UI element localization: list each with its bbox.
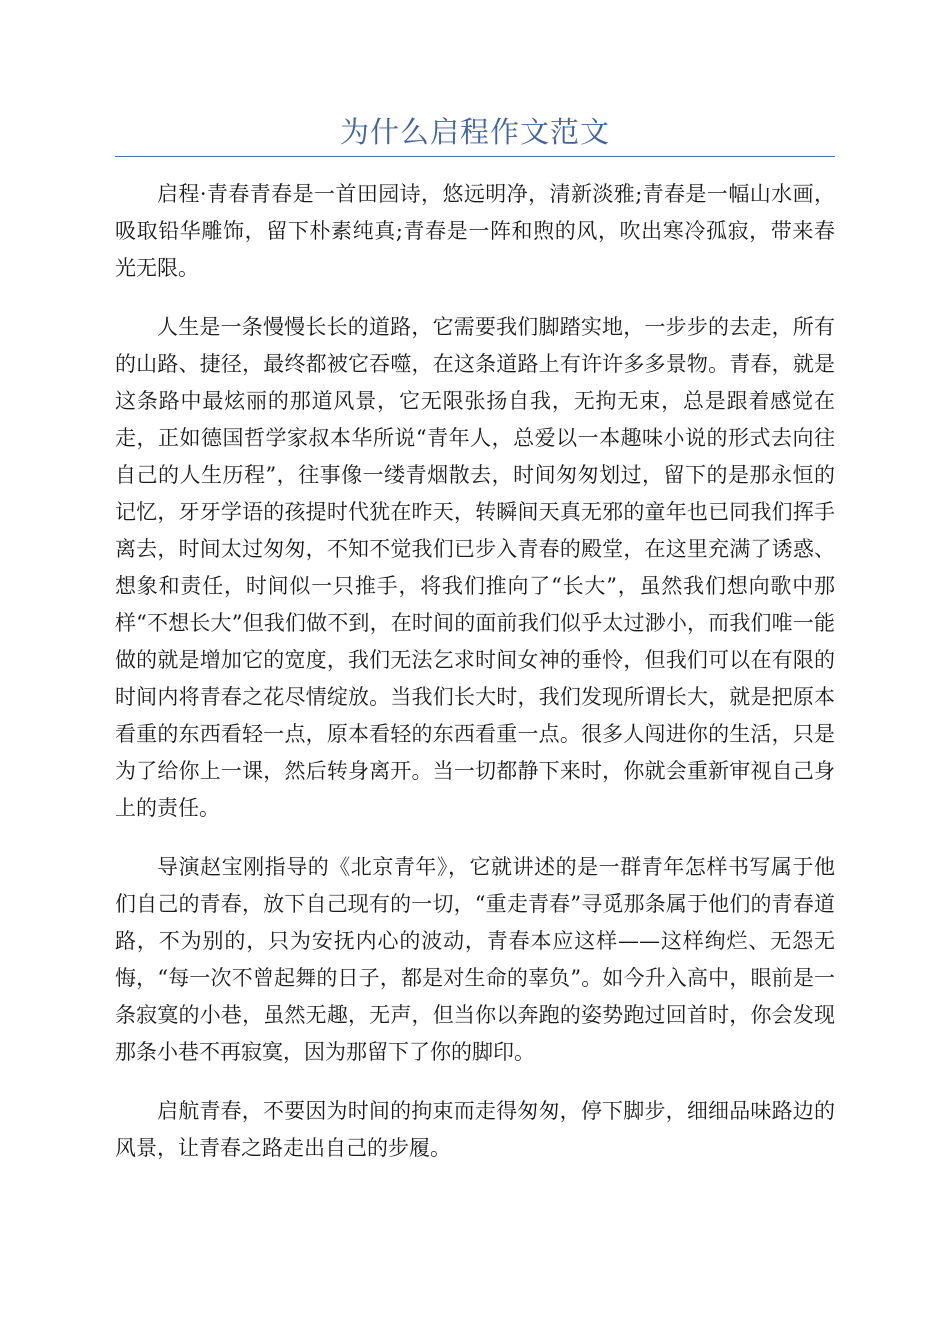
- paragraph-3: 导演赵宝刚指导的《北京青年》，它就讲述的是一群青年怎样书写属于他们自己的青春，放下自己现有的一切，“重走青春”寻觅那条属于他们的青春道路，不为别的，只为安抚内心的波动，青春本应这样——这样绚烂、无怨无悔，“每一次不曾起舞的日子，都是对生命的辜负”。如今升入高中，眼前是一条寂寞的小巷，虽然无趣，无声，但当你以奔跑的姿势跑过回首时，你会发现那条小巷不再寂寞，因为那留下了你的脚印。: [115, 855, 835, 1064]
- title-block: [115, 112, 835, 157]
- paragraph-2: 人生是一条慢慢长长的道路，它需要我们脚踏实地，一步步的去走，所有的山路、捷径，最终都被它吞噬，在这条道路上有许许多多景物。青春，就是这条路中最炫丽的那道风景，它无限张扬自我，无拘无束，总是跟着感觉在走，正如德国哲学家叔本华所说“青年人，总爱以一本趣味小说的形式去向往自己的人生历程”，往事像一缕青烟散去，时间匆匆划过，留下的是那永恒的记忆，牙牙学语的孩提时代犹在昨天，转瞬间天真无邪的童年也已同我们挥手离去，时间太过匆匆，不知不觉我们已步入青春的殿堂，在这里充满了诱惑、想象和责任，时间似一只推手，将我们推向了“长大”，虽然我们想向歌中那样“不想长大”但我们做不到，在时间的面前我们似乎太过渺小，而我们唯一能做的就是增加它的宽度，我们无法乞求时间女神的垂怜，但我们可以在有限的时间内将青春之花尽情绽放。当我们长大时，我们发现所谓长大，就是把原本看重的东西看轻一点，原本看轻的东西看重一点。很多人闯进你的生活，只是为了给你上一课，然后转身离开。当一切都静下来时，你就会重新审视自己身上的责任。: [115, 315, 835, 820]
- paragraph-1: 启程·青春青春是一首田园诗，悠远明净，清新淡雅;青春是一幅山水画，吸取铅华雕饰，留下朴素纯真;青春是一阵和煦的风，吹出寒冷孤寂，带来春光无限。: [115, 182, 835, 280]
- article-body: [115, 176, 835, 1189]
- paragraph-4: 启航青春，不要因为时间的拘束而走得匆匆，停下脚步，细细品味路边的风景，让青春之路走出自己的步履。: [115, 1099, 835, 1160]
- page-title: 为什么启程作文范文: [339, 115, 610, 149]
